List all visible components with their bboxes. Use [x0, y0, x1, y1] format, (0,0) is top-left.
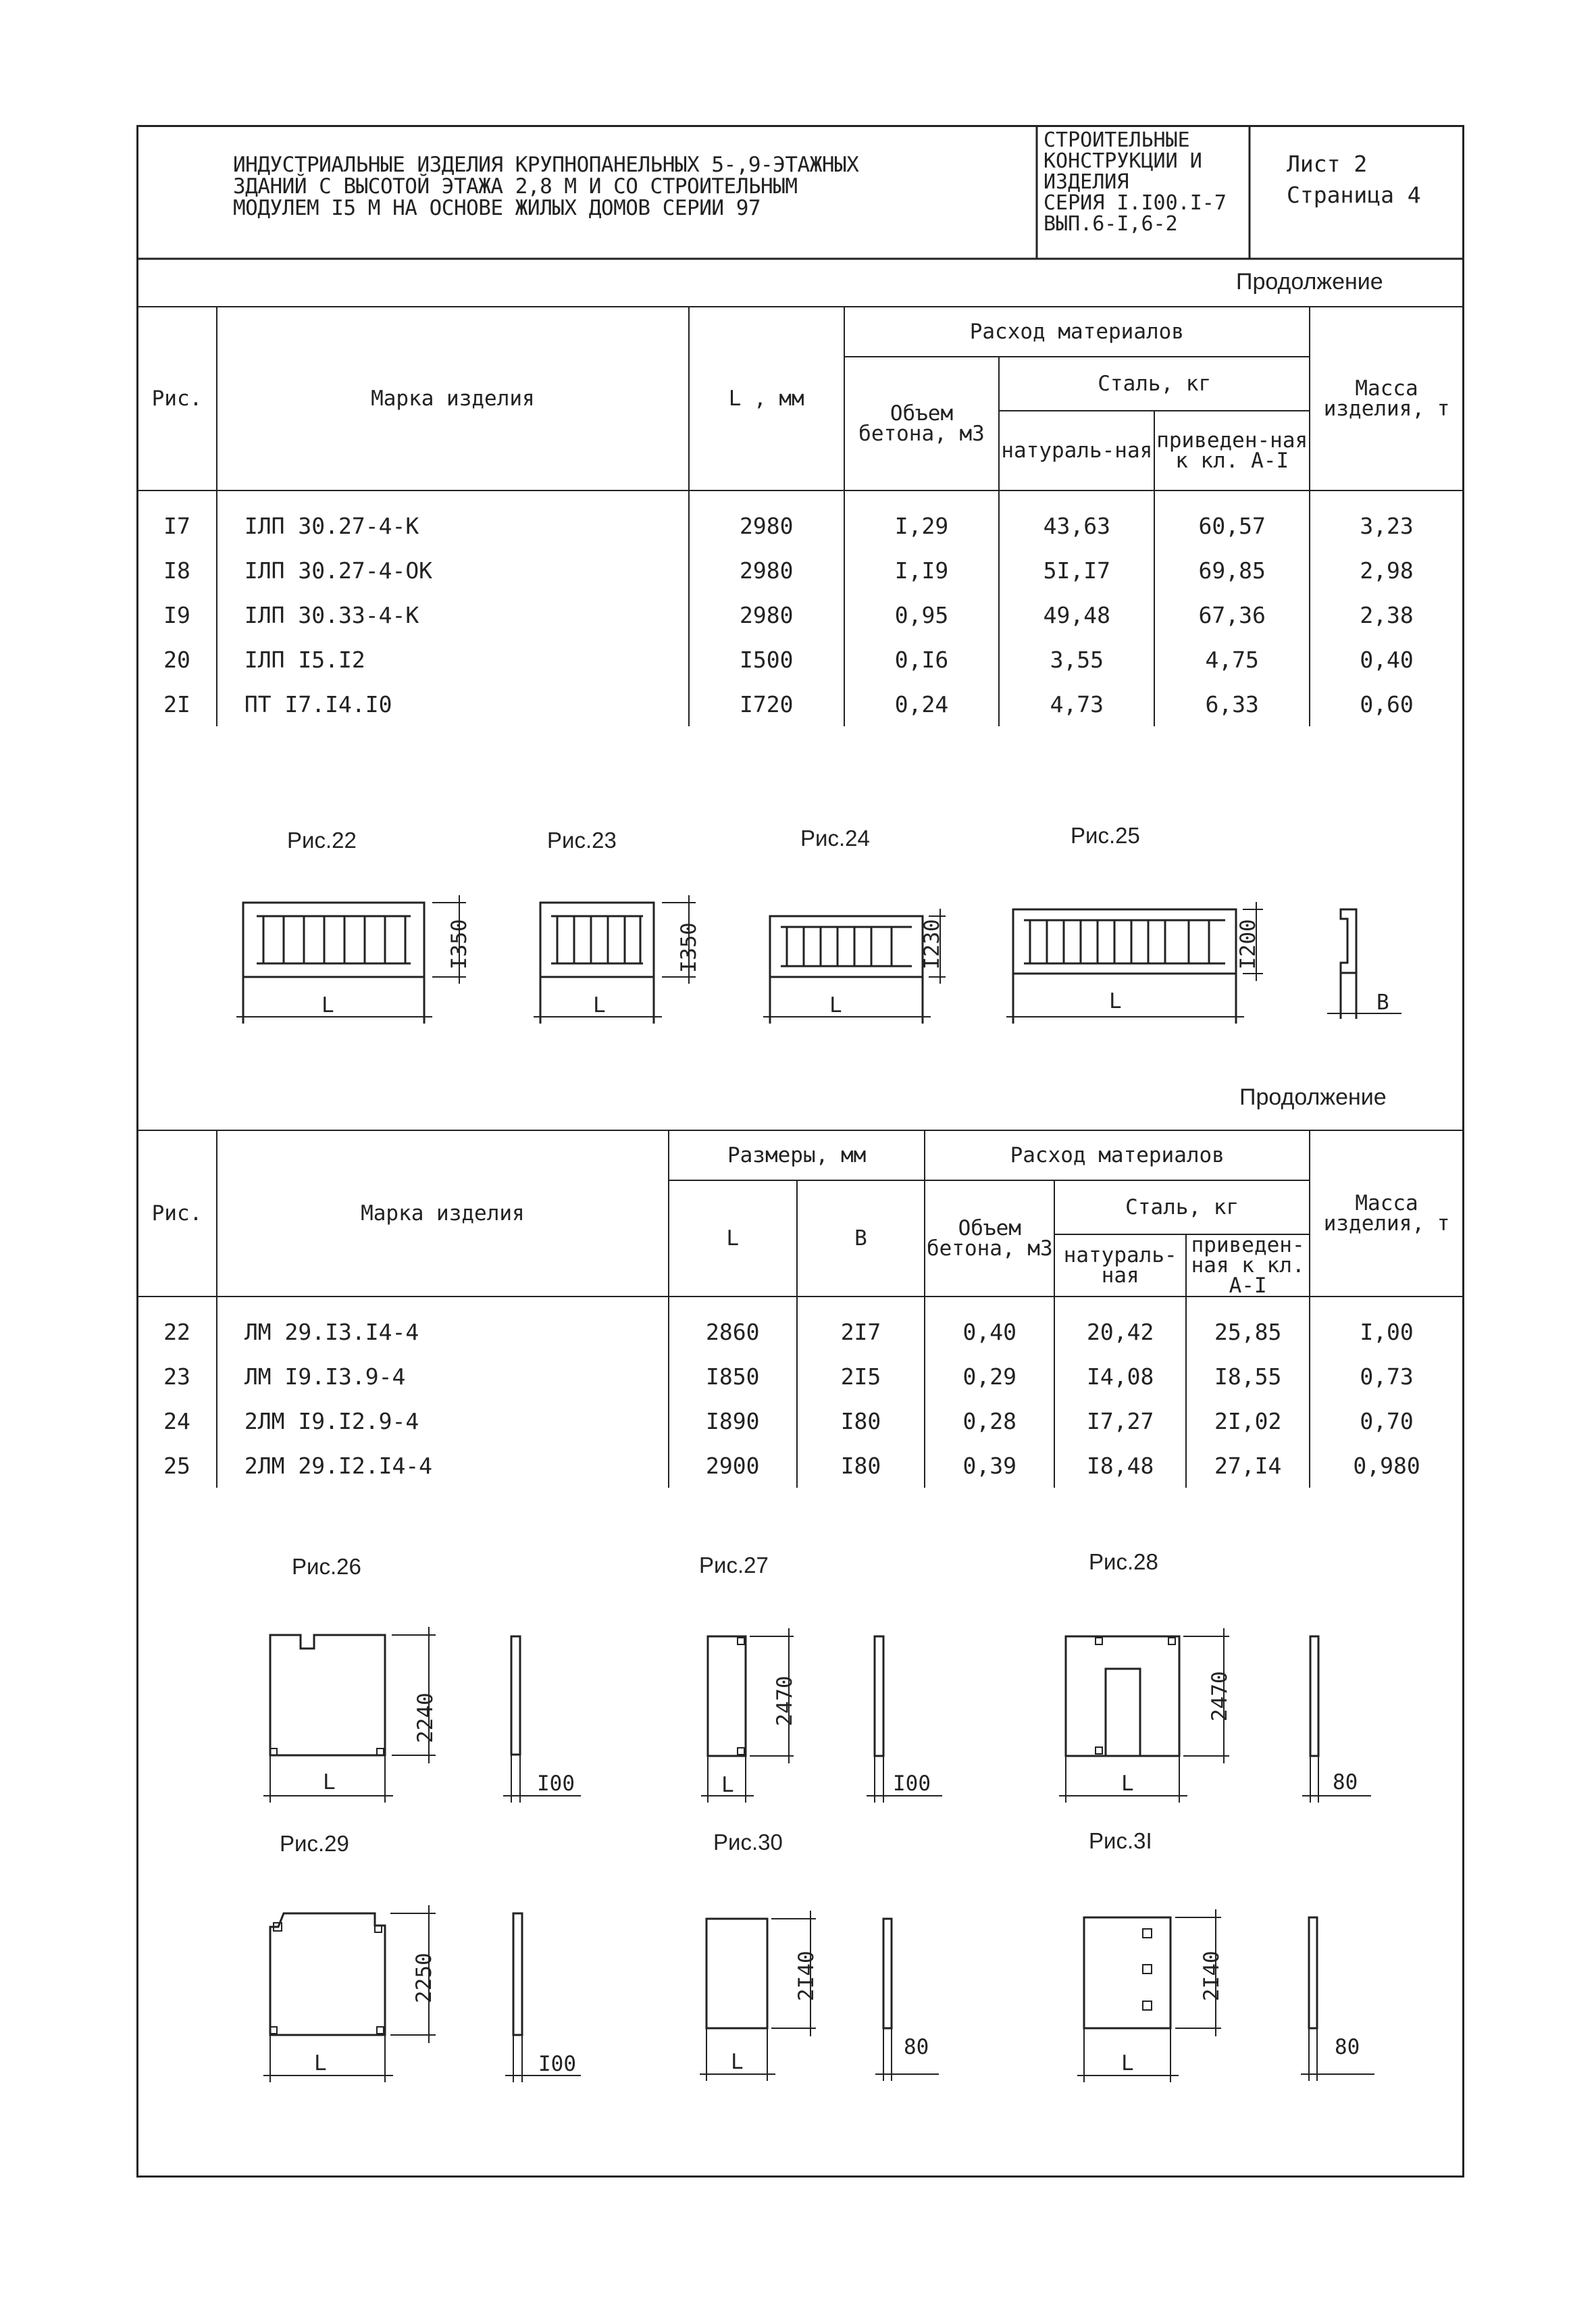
- cell-B: I80: [797, 1443, 925, 1488]
- cell-B: 2I7: [797, 1297, 925, 1354]
- dim-L-label: L: [1109, 989, 1122, 1013]
- col-fig: Рис.: [137, 307, 217, 491]
- figure-caption: Рис.26: [292, 1554, 361, 1579]
- title-line: ЗДАНИЙ С ВЫСОТОЙ ЭТАЖА 2,8 М И СО СТРОИТЕЛЬНЫМ: [233, 174, 798, 199]
- dim-L-label: L: [829, 993, 842, 1017]
- dim-L-label: L: [314, 2051, 327, 2076]
- continuation-label-1: Продолжение: [1236, 269, 1383, 295]
- cell-reduced: 25,85: [1186, 1297, 1310, 1354]
- col-steel-reduced: приведен-ная к кл. A-I: [1186, 1234, 1310, 1297]
- cell-natural: I8,48: [1054, 1443, 1186, 1488]
- cell-L: I850: [669, 1354, 797, 1399]
- col-materials: Расход материалов: [844, 307, 1310, 357]
- cell-reduced: 69,85: [1154, 548, 1310, 593]
- col-mark: Марка изделия: [217, 307, 689, 491]
- title-line: ИНДУСТРИАЛЬНЫЕ ИЗДЕЛИЯ КРУПНОПАНЕЛЬНЫХ 5-,9-ЭТАЖНЫХ: [233, 153, 859, 177]
- figure-caption: Рис.23: [547, 828, 617, 853]
- figure-caption: Рис.25: [1071, 823, 1140, 848]
- cell-fig: 20: [137, 637, 217, 682]
- cell-natural: 43,63: [999, 491, 1154, 548]
- cell-length: I720: [689, 682, 844, 726]
- series-line: ВЫП.6-I,6-2: [1044, 212, 1178, 236]
- dim-thickness-label: I00: [537, 1771, 575, 1796]
- cell-reduced: 2I,02: [1186, 1399, 1310, 1443]
- dim-height-label: I200: [1236, 919, 1260, 970]
- col-mass: Масса изделия, т: [1310, 307, 1464, 491]
- cell-mark: 2ЛМ 29.I2.I4-4: [217, 1443, 669, 1488]
- fig31-drawing: [1077, 1909, 1374, 2082]
- fig27-drawing: [701, 1628, 942, 1803]
- cell-fig: I7: [137, 491, 217, 548]
- cell-mass: 2,38: [1310, 593, 1464, 637]
- cell-concrete: 0,95: [844, 593, 1000, 637]
- series-line: КОНСТРУКЦИИ И: [1044, 149, 1202, 173]
- col-concrete: Объем бетона, м3: [925, 1180, 1054, 1297]
- cell-length: 2980: [689, 491, 844, 548]
- cell-concrete: 0,39: [925, 1443, 1054, 1488]
- figure-caption: Рис.29: [280, 1831, 349, 1856]
- cell-B: I80: [797, 1399, 925, 1443]
- series-line: СЕРИЯ I.I00.I-7: [1044, 191, 1227, 215]
- cell-reduced: 6,33: [1154, 682, 1310, 726]
- cell-mark: IЛП 30.33-4-К: [217, 593, 689, 637]
- col-mass: Масса изделия, т: [1310, 1130, 1464, 1297]
- dim-thickness-label: I00: [538, 2052, 576, 2076]
- cell-mark: 2ЛМ I9.I2.9-4: [217, 1399, 669, 1443]
- cell-mass: I,00: [1310, 1297, 1464, 1354]
- col-L: L: [669, 1180, 797, 1297]
- cell-fig: 25: [137, 1443, 217, 1488]
- cell-natural: I7,27: [1054, 1399, 1186, 1443]
- cell-mass: 0,70: [1310, 1399, 1464, 1443]
- cell-mass: 0,73: [1310, 1354, 1464, 1399]
- cell-natural: 4,73: [999, 682, 1154, 726]
- col-fig: Рис.: [137, 1130, 217, 1297]
- cell-mass: 3,23: [1310, 491, 1464, 548]
- dim-L-label: L: [323, 1770, 336, 1794]
- col-steel: Сталь, кг: [1054, 1180, 1310, 1234]
- cell-concrete: I,I9: [844, 548, 1000, 593]
- dim-height-label: 2240: [413, 1692, 438, 1743]
- series-line: СТРОИТЕЛЬНЫЕ: [1044, 128, 1190, 152]
- col-length: L , мм: [689, 307, 844, 491]
- cell-mass: 0,60: [1310, 682, 1464, 726]
- cell-mark: IЛП 30.27-4-К: [217, 491, 689, 548]
- cell-mark: IЛП I5.I2: [217, 637, 689, 682]
- dim-thickness-label: 80: [904, 2035, 929, 2059]
- cell-natural: 3,55: [999, 637, 1154, 682]
- figure-caption: Рис.27: [699, 1553, 769, 1578]
- cell-concrete: I,29: [844, 491, 1000, 548]
- dim-B-label: B: [1376, 990, 1389, 1015]
- title-line: МОДУЛЕМ I5 М НА ОСНОВЕ ЖИЛЫХ ДОМОВ СЕРИИ 97: [233, 196, 761, 220]
- col-concrete: Объем бетона, м3: [844, 357, 1000, 491]
- dim-height-label: I230: [920, 919, 944, 970]
- dim-height-label: 2I40: [794, 1951, 819, 2001]
- cell-length: I500: [689, 637, 844, 682]
- col-steel-natural: натураль-ная: [1054, 1234, 1186, 1297]
- dim-thickness-label: I00: [893, 1771, 931, 1796]
- cell-mass: 0,980: [1310, 1443, 1464, 1488]
- dim-height-label: 2470: [1208, 1671, 1232, 1721]
- figure-caption: Рис.28: [1089, 1549, 1158, 1574]
- cell-L: 2860: [669, 1297, 797, 1354]
- cell-fig: 22: [137, 1297, 217, 1354]
- cell-length: 2980: [689, 548, 844, 593]
- cell-concrete: 0,40: [925, 1297, 1054, 1354]
- cell-reduced: I8,55: [1186, 1354, 1310, 1399]
- figure-caption: Рис.22: [287, 828, 357, 853]
- cell-mark: ЛМ I9.I3.9-4: [217, 1354, 669, 1399]
- cell-L: 2900: [669, 1443, 797, 1488]
- fig30-drawing: [700, 1911, 939, 2081]
- cell-concrete: 0,24: [844, 682, 1000, 726]
- cell-fig: 2I: [137, 682, 217, 726]
- dim-height-label: 2250: [412, 1953, 436, 2003]
- page-number: Страница 4: [1287, 182, 1421, 208]
- col-steel-reduced: приведен-ная к кл. A-I: [1154, 411, 1310, 491]
- dim-thickness-label: 80: [1333, 1770, 1358, 1794]
- cell-concrete: 0,28: [925, 1399, 1054, 1443]
- cell-reduced: 67,36: [1154, 593, 1310, 637]
- dim-height-label: I350: [677, 922, 701, 973]
- cell-mass: 0,40: [1310, 637, 1464, 682]
- cell-mass: 2,98: [1310, 548, 1464, 593]
- col-sizes: Размеры, мм: [669, 1130, 925, 1180]
- cell-reduced: 60,57: [1154, 491, 1310, 548]
- series-line: ИЗДЕЛИЯ: [1044, 170, 1129, 194]
- cell-reduced: 4,75: [1154, 637, 1310, 682]
- dim-height-label: 2470: [773, 1676, 797, 1726]
- col-B: B: [797, 1180, 925, 1297]
- col-materials: Расход материалов: [925, 1130, 1310, 1180]
- cell-reduced: 27,I4: [1186, 1443, 1310, 1488]
- dim-L-label: L: [731, 2050, 744, 2074]
- col-steel: Сталь, кг: [999, 357, 1310, 411]
- cell-mark: ЛМ 29.I3.I4-4: [217, 1297, 669, 1354]
- cell-natural: 20,42: [1054, 1297, 1186, 1354]
- col-steel-natural: натураль-ная: [999, 411, 1154, 491]
- dim-thickness-label: 80: [1335, 2035, 1360, 2059]
- cell-concrete: 0,I6: [844, 637, 1000, 682]
- col-mark: Марка изделия: [217, 1130, 669, 1297]
- sheet-number: Лист 2: [1287, 151, 1368, 177]
- cell-fig: I8: [137, 548, 217, 593]
- fig28-drawing: [1059, 1628, 1371, 1803]
- cell-L: I890: [669, 1399, 797, 1443]
- dim-L-label: L: [721, 1773, 734, 1797]
- cell-natural: I4,08: [1054, 1354, 1186, 1399]
- cell-natural: 5I,I7: [999, 548, 1154, 593]
- cell-fig: 23: [137, 1354, 217, 1399]
- cell-length: 2980: [689, 593, 844, 637]
- dim-L-label: L: [321, 993, 334, 1017]
- cell-B: 2I5: [797, 1354, 925, 1399]
- dim-L-label: L: [1121, 2051, 1134, 2076]
- fig26-drawing: [263, 1627, 581, 1803]
- cell-natural: 49,48: [999, 593, 1154, 637]
- cell-fig: 24: [137, 1399, 217, 1443]
- dim-L-label: L: [1121, 1771, 1134, 1796]
- cell-mark: IЛП 30.27-4-ОК: [217, 548, 689, 593]
- cell-fig: I9: [137, 593, 217, 637]
- cell-concrete: 0,29: [925, 1354, 1054, 1399]
- figure-caption: Рис.3I: [1089, 1828, 1152, 1853]
- dim-L-label: L: [593, 993, 606, 1017]
- figure-caption: Рис.30: [713, 1830, 783, 1855]
- figure-caption: Рис.24: [800, 826, 870, 851]
- dim-height-label: 2I40: [1200, 1951, 1224, 2001]
- continuation-label-2: Продолжение: [1239, 1084, 1387, 1110]
- dim-height-label: I350: [447, 919, 471, 970]
- cell-mark: ПТ I7.I4.I0: [217, 682, 689, 726]
- fig29-drawing: [263, 1905, 581, 2082]
